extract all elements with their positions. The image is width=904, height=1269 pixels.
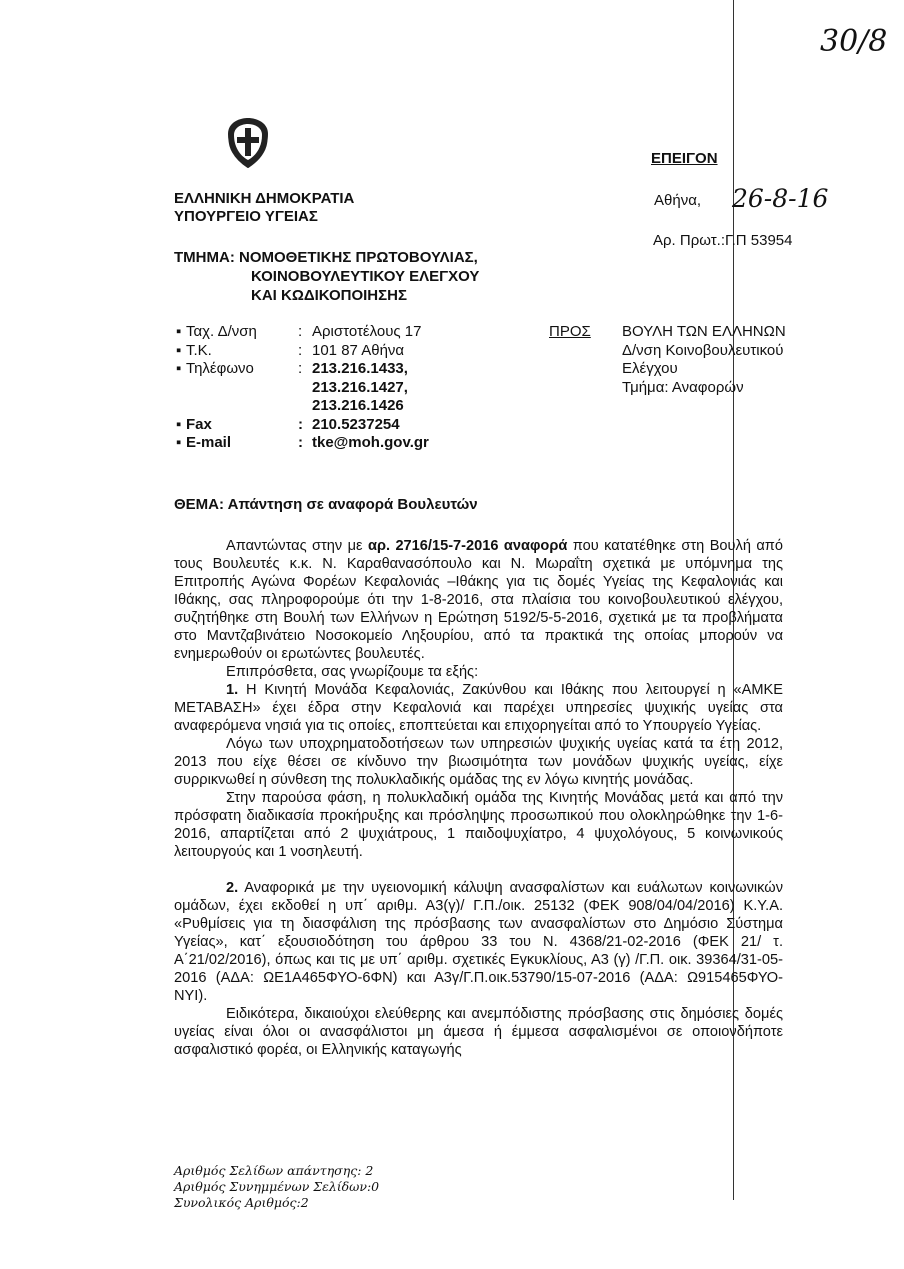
subject: ΘΕΜΑ: Απάντηση σε αναφορά Βουλευτών [174, 496, 478, 513]
item-1-text: Η Κινητή Μονάδα Κεφαλονιάς, Ζακύνθου και Ιθάκης που λειτουργεί η «ΑΜΚΕ ΜΕΤΑΒΑΣΗ» έχει έδρα στην Κεφαλονιά και παρέχει υπηρεσίες ψυχικής υγείας στα αναφερόμενα νησιά για τις οποίες, εποπτεύεται και επιχορηγείται από το Υπουργείο Υγείας. [174, 682, 783, 734]
recipient-line-4: Τμήμα: Αναφορών [622, 378, 744, 396]
dept-line-3: ΚΑΙ ΚΩΔΙΚΟΠΟΙΗΣΗΣ [251, 287, 407, 304]
reference-number: αρ. 2716/15-7-2016 αναφορά [367, 538, 568, 554]
urgent-label: ΕΠΕΙΓΟΝ [651, 150, 718, 167]
email-label: E-mail [186, 434, 232, 451]
address-value: Αριστοτέλους 17 [312, 323, 422, 340]
email-value: tke@moh.gov.gr [312, 434, 429, 451]
item-2-number: 2. [226, 880, 239, 896]
greek-emblem-icon [226, 116, 270, 168]
paragraph-2: Επιπρόσθετα, σας γνωρίζουμε τα εξής: [226, 664, 479, 680]
fax-label: Fax [186, 415, 212, 433]
item-2-text: Αναφορικά με την υγειονομική κάλυψη ανασφαλίστων και ευάλωτων κοινωνικών ομάδων, έχει εκδοθεί η υπ΄ αριθμ. Α3(γ)/ Γ.Π./οικ. 25132 (ΦΕΚ 908/04/04/2016) Κ.Υ.Α. «Ρυθμίσεις για τη διασφάλιση της πρόσβασης των ανασφαλίστων στο Δημόσιο Σύστημα Υγείας», κατ΄ εξουσιοδότηση του άρθρου 33 του Ν. 4368/21-02-2016 (ΦΕΚ 21/ τ. Α΄21/02/2016), όπως και τις με υπ΄ αριθμ. σχετικές Εγκυκλίους, Α3 (γ) /Γ.Π. οικ. 39364/31-05-2016 (ΑΔΑ: ΩΕ1Α465ΦΥΟ-6ΦΝ) και Α3γ/Γ.Π.οικ.53790/15-07-2016 (ΑΔΑ: Ω915465ΦΥΟ-ΝΥΙ). [174, 880, 783, 1004]
page-footer [174, 1163, 379, 1211]
dept-line-2: ΚΟΙΝΟΒΟΥΛΕΥΤΙΚΟΥ ΕΛΕΓΧΟΥ [251, 268, 480, 285]
footer-line-2: Αριθμός Συνημμένων Σελίδων:0 [174, 1179, 380, 1194]
footer-line-1: Αριθμός Σελίδων απάντησης: 2 [174, 1163, 374, 1178]
recipient-line-2: Δ/νση Κοινοβουλευτικού [622, 341, 784, 359]
postcode-value: 101 87 Αθήνα [312, 341, 405, 359]
phone-3: 213.216.1426 [312, 397, 404, 414]
footer-line-3: Συνολικός Αριθμός:2 [174, 1195, 309, 1210]
paragraph-7: Ειδικότερα, δικαιούχοι ελεύθερης και ανεμπόδιστης πρόσβασης στις δημόσιες δομές υγείας είναι όλοι οι ανασφάλιστοι μη άμεσα ή έμμεσα ασφαλισμένοι σε οποιονδήποτε ασφαλιστικό φορέα, οι Ελληνικής καταγωγής [174, 1006, 783, 1058]
item-1-number: 1. [226, 682, 239, 698]
recipient-line-3: Ελέγχου [622, 360, 678, 377]
to-label: ΠΡΟΣ [549, 323, 591, 340]
p1-start: Απαντώντας στην με [226, 538, 368, 554]
phone-2: 213.216.1427, [312, 378, 408, 396]
protocol-number: Γ.Π 53954 [725, 232, 793, 249]
phone-label: Τηλέφωνο [186, 360, 254, 377]
fax-value: 210.5237254 [312, 415, 400, 433]
ministry-name: ΥΠΟΥΡΓΕΙΟ ΥΓΕΙΑΣ [174, 208, 318, 225]
recipient-block [622, 323, 786, 397]
paragraph-5: Στην παρούσα φάση, η πολυκλαδική ομάδα της Κινητής Μονάδας μετά και από την πρόσφατη διαδικασία προκήρυξης και πρόσληψης προσωπικού που ολοκληρώθηκε την 1-6-2016, απαρτίζεται από 2 ψυχιάτρους, 1 παιδοψυχίατρο, 4 ψυχολόγους, 5 κοινωνικούς λειτουργούς και 1 νοσηλευτή. [174, 790, 783, 860]
recipient-line-1: ΒΟΥΛΗ ΤΩΝ ΕΛΛΗΝΩΝ [622, 323, 786, 340]
address-label: Ταχ. Δ/νση [186, 323, 257, 340]
protocol-label: Αρ. Πρωτ.: [653, 232, 725, 249]
org-name: ΕΛΛΗΝΙΚΗ ΔΗΜΟΚΡΑΤΙΑ [174, 190, 355, 207]
postcode-label: Τ.Κ. [186, 341, 212, 359]
date-handwritten: 26-8-16 [732, 184, 829, 213]
contact-block: ▪ Ταχ. Δ/νση : Αριστοτέλους 17 ▪ Τ.Κ. : 101 87 Αθήνα ▪ Τηλέφωνο : 213.216.1433, 213.216.1427, 213.216.1426 ▪ Fax : 210.5237254 ▪ E-mail : tke@moh.gov.gr [176, 323, 429, 451]
page-number-handwritten: 30/8 [820, 24, 888, 59]
p1-rest: που κατατέθηκε στη Βουλή από τους Βουλευτές κ.κ. Ν. Καραθανασόπουλο και Ν. Μωραΐτη σχετικά με υπόμνημα της Επιτροπής Αγώνα Φορέων Κεφαλονιάς –Ιθάκης για τις δομές Υγείας της Κεφαλονιάς και Ιθάκης, σας πληροφορούμε ότι την 1-8-2016, στα πλαίσια του κοινοβουλευτικού ελέγχου, συζητήθηκε στη Βουλή των Ελλήνων η Ερώτηση 5192/5-5-2016, σχετικά με τα προβλήματα στο Μαντζαβινάτειο Νοσοκομείο Ληξουρίου, από τα πρακτικά της οποίας μπορούν να ενημερωθούν οι ερωτώντες βουλευτές. [174, 538, 783, 662]
dept-line-1: ΝΟΜΟΘΕΤΙΚΗΣ ΠΡΩΤΟΒΟΥΛΙΑΣ, [239, 249, 478, 266]
place-label: Αθήνα, [654, 192, 702, 209]
paragraph-4: Λόγω των υποχρηματοδοτήσεων των υπηρεσιών ψυχικής υγείας κατά τα έτη 2012, 2013 που είχε θέσει σε κίνδυνο την βιωσιμότητα των μονάδων ψυχικής υγείας, είχε συρρικνωθεί η σύνθεση της πολυκλαδικής ομάδας της εν λόγω κινητής μονάδας. [174, 736, 783, 788]
dept-label: ΤΜΗΜΑ: [174, 249, 235, 266]
phone-1: 213.216.1433, [312, 360, 408, 377]
letter-body [174, 537, 783, 1059]
